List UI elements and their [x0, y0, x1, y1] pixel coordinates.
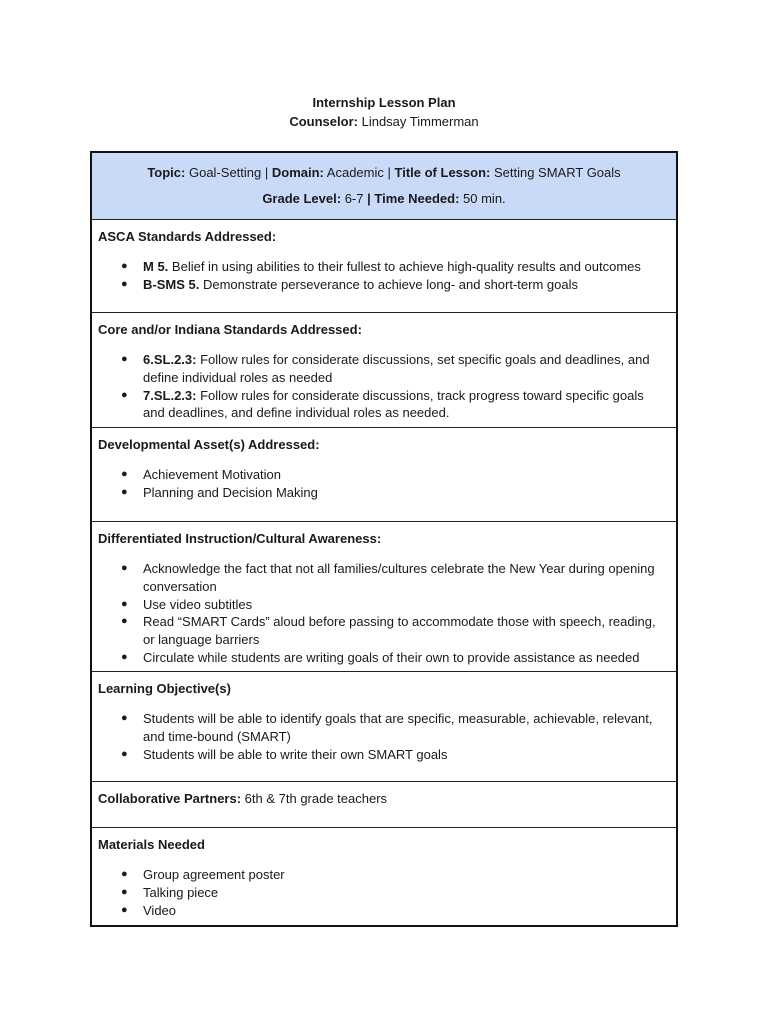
section-title: Developmental Asset(s) Addressed:: [98, 437, 320, 452]
core-standards-section: [92, 312, 676, 427]
standard-code: B-SMS 5.: [143, 276, 200, 292]
domain-label: Domain:: [271, 165, 324, 180]
list-item: ● Students will be able to identify goals that are specific, measurable, achievable, relevant, and time-bound (SMART): [121, 711, 653, 744]
collaborative-line: [98, 790, 670, 808]
topic-value: Goal-Setting: [188, 165, 262, 180]
bullet-icon: ●: [121, 597, 128, 610]
developmental-assets-section: [92, 427, 676, 521]
lesson-plan-table: [90, 151, 678, 927]
developmental-list: [98, 466, 670, 502]
section-title: Core and/or Indiana Standards Addressed:: [98, 322, 362, 337]
standard-text: Follow rules for considerate discussions, set specific goals and deadlines, and define individual roles as needed: [143, 352, 650, 385]
document-title: Internship Lesson Plan: [312, 95, 456, 110]
section-title: Differentiated Instruction/Cultural Awareness:: [98, 531, 382, 546]
separator: |: [367, 191, 371, 206]
section-title: Learning Objective(s): [98, 681, 231, 696]
list-item: ● Video: [121, 902, 177, 918]
standard-code: 7.SL.2.3:: [143, 387, 197, 403]
list-item: ● Read “SMART Cards” aloud before passing to accommodate those with speech, reading, or language barriers: [121, 614, 656, 648]
list-item: ● Planning and Decision Making: [121, 484, 318, 500]
differentiated-list: [98, 560, 670, 667]
list-item: [98, 351, 670, 387]
learning-list: [98, 710, 670, 763]
bullet-icon: ●: [121, 868, 128, 880]
standard-code: M 5.: [143, 259, 169, 274]
separator: |: [264, 165, 269, 180]
asca-list: [98, 258, 670, 294]
bullet-icon: ●: [121, 747, 128, 760]
bullet-icon: ●: [121, 485, 128, 498]
learning-objectives-section: [92, 671, 676, 781]
topic-label: Topic:: [147, 165, 186, 180]
list-item: ● Students will be able to write their own SMART goals: [121, 746, 448, 762]
collaborative-partners-section: [92, 781, 676, 827]
collaborative-value: 6th & 7th grade teachers: [244, 791, 388, 806]
bullet-icon: ●: [121, 903, 128, 916]
section-title: Materials Needed: [98, 837, 205, 852]
collaborative-label: Collaborative Partners:: [98, 791, 242, 806]
bullet-icon: ●: [121, 468, 128, 480]
list-item: ● Use video subtitles: [121, 596, 253, 612]
bullet-icon: ●: [121, 615, 128, 628]
counselor-label: Counselor:: [289, 114, 358, 129]
standard-text: Follow rules for considerate discussions, track progress toward specific goals and deadlines, and define individual roles as needed.: [143, 387, 644, 421]
section-title: ASCA Standards Addressed:: [98, 229, 277, 244]
bullet-icon: ●: [121, 388, 128, 401]
list-item: ● Talking piece: [121, 884, 219, 900]
lesson-title-value: Setting SMART Goals: [493, 165, 621, 180]
bullet-icon: ●: [121, 885, 128, 898]
asca-standards-section: [92, 219, 676, 312]
materials-list: [98, 866, 670, 919]
bullet-icon: ●: [121, 650, 128, 663]
standard-text: Belief in using abilities to their fullest to achieve high-quality results and outcomes: [171, 259, 641, 274]
bullet-icon: ●: [121, 562, 128, 574]
grade-label: Grade Level:: [262, 191, 342, 206]
bullet-icon: ●: [121, 353, 128, 365]
lesson-title-label: Title of Lesson:: [394, 165, 491, 180]
bullet-icon: ●: [121, 260, 128, 272]
list-item: [98, 276, 670, 294]
materials-section: [92, 827, 676, 925]
core-list: [98, 351, 670, 422]
topic-row: [92, 153, 676, 219]
topic-line: [98, 160, 670, 186]
domain-value: Academic: [326, 165, 384, 180]
list-item: [98, 387, 670, 423]
document-header: [0, 93, 768, 131]
grade-value: 6-7: [344, 191, 364, 206]
list-item: ● Acknowledge the fact that not all families/cultures celebrate the New Year during opening conversation: [121, 561, 655, 594]
list-item: ● Achievement Motivation: [121, 467, 282, 482]
list-item: [98, 258, 670, 276]
list-item: ● Group agreement poster: [121, 867, 285, 882]
separator: |: [387, 165, 391, 180]
differentiated-instruction-section: [92, 521, 676, 671]
time-label: Time Needed:: [374, 191, 460, 206]
counselor-line: [0, 112, 768, 131]
counselor-name: Lindsay Timmerman: [361, 114, 479, 129]
grade-time-line: [98, 186, 670, 212]
bullet-icon: ●: [121, 277, 128, 290]
bullet-icon: ●: [121, 712, 128, 724]
standard-text: Demonstrate perseverance to achieve long- and short-term goals: [202, 276, 578, 292]
time-value: 50 min.: [463, 191, 506, 206]
list-item: ● Circulate while students are writing goals of their own to provide assistance as needed: [121, 649, 640, 665]
standard-code: 6.SL.2.3:: [143, 352, 197, 367]
